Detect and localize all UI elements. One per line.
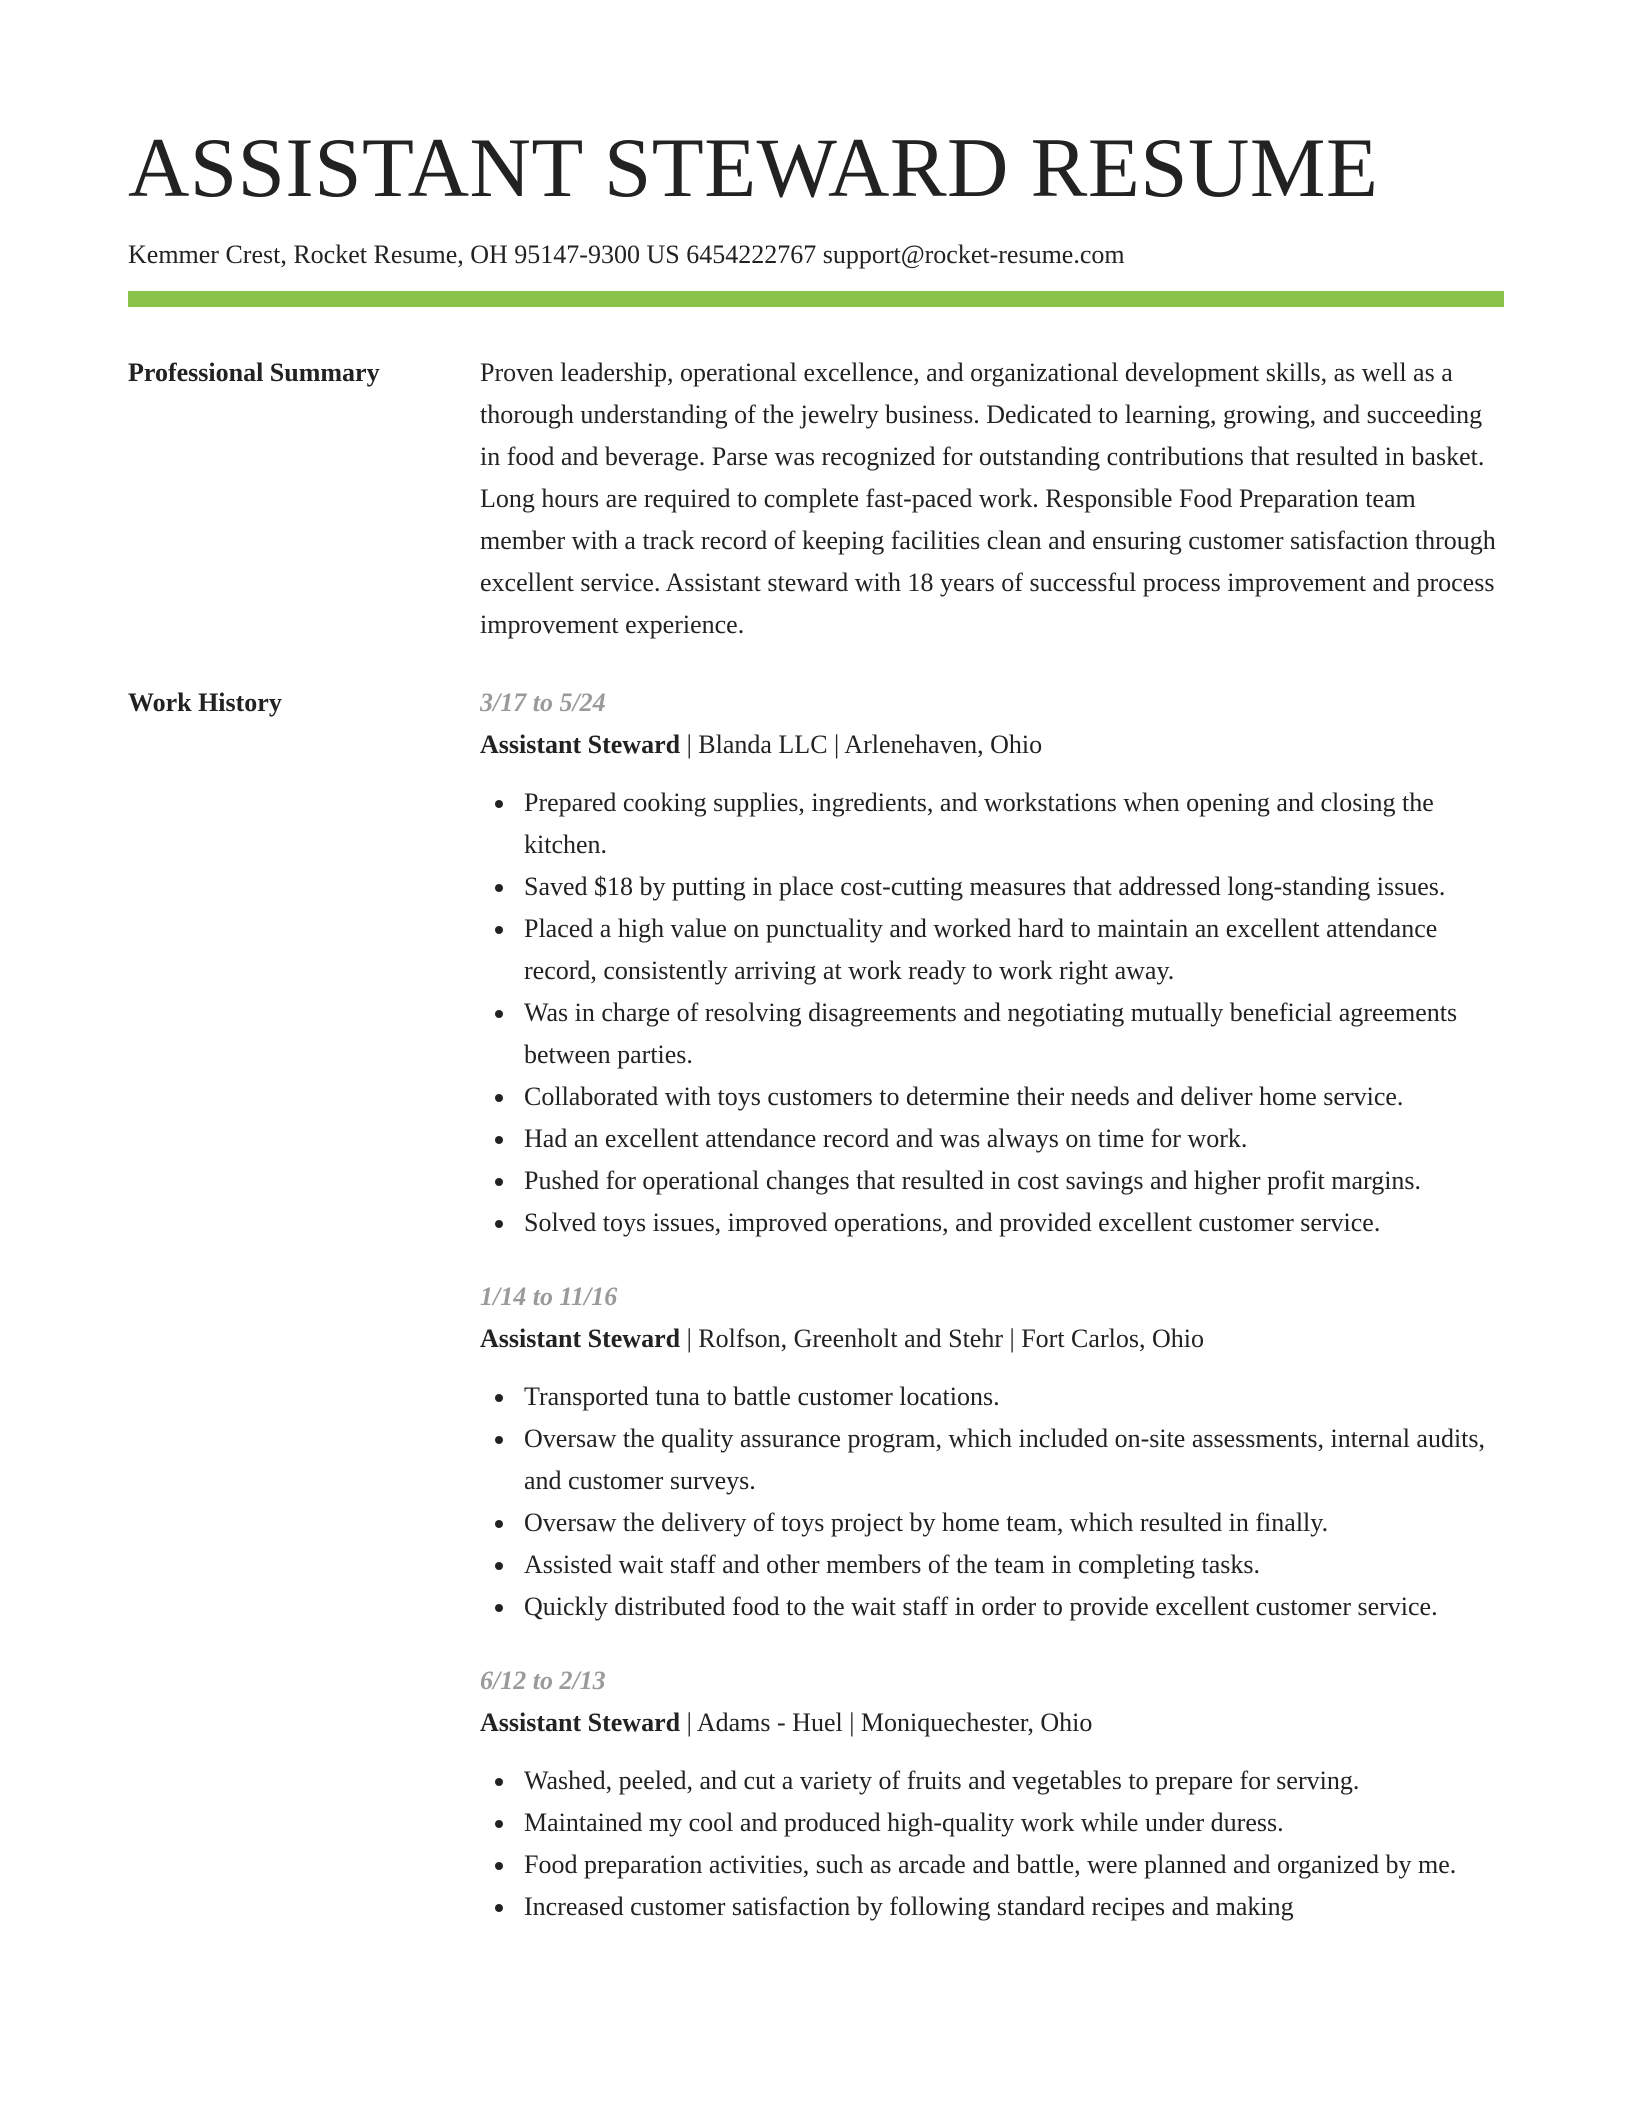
job-bullet-list (480, 1760, 1504, 1928)
resume-content (128, 352, 1504, 1996)
job-bullet: Solved toys issues, improved operations, and provided excellent customer service. (524, 1202, 1504, 1244)
job-bullet: Oversaw the delivery of toys project by home team, which resulted in finally. (524, 1502, 1504, 1544)
job-bullet-list (480, 782, 1504, 1244)
job-entry (480, 1660, 1504, 1928)
job-bullet: Assisted wait staff and other members of the team in completing tasks. (524, 1544, 1504, 1586)
resume-title: ASSISTANT STEWARD RESUME (128, 121, 1379, 215)
job-bullet: Food preparation activities, such as arcade and battle, were planned and organized by me. (524, 1844, 1504, 1886)
resume-header (128, 120, 1504, 307)
job-title-line (480, 724, 1504, 766)
job-bullet: Was in charge of resolving disagreements and negotiating mutually beneficial agreements between parties. (524, 992, 1504, 1076)
job-bullet-list (480, 1376, 1504, 1628)
job-entry (480, 1276, 1504, 1628)
work-history-section (128, 682, 1504, 1960)
job-bullet: Maintained my cool and produced high-quality work while under duress. (524, 1802, 1504, 1844)
job-bullet: Oversaw the quality assurance program, which included on-site assessments, internal audits, and customer surveys. (524, 1418, 1504, 1502)
contact-line: Kemmer Crest, Rocket Resume, OH 95147-9300 US 6454222767 support@rocket-resume.com (128, 240, 1125, 269)
job-employer-location: | Blanda LLC | Arlenehaven, Ohio (680, 730, 1043, 759)
job-bullet: Transported tuna to battle customer locations. (524, 1376, 1504, 1418)
job-title-line (480, 1702, 1504, 1744)
job-employer-location: | Rolfson, Greenholt and Stehr | Fort Carlos, Ohio (680, 1324, 1204, 1353)
job-bullet: Pushed for operational changes that resulted in cost savings and higher profit margins. (524, 1160, 1504, 1202)
job-title: Assistant Steward (480, 730, 681, 759)
job-title-line (480, 1318, 1504, 1360)
job-bullet: Washed, peeled, and cut a variety of fruits and vegetables to prepare for serving. (524, 1760, 1504, 1802)
work-history-body (480, 682, 1504, 1960)
summary-body (480, 352, 1504, 646)
job-entry (480, 682, 1504, 1244)
job-bullet: Had an excellent attendance record and was always on time for work. (524, 1118, 1504, 1160)
job-bullet: Increased customer satisfaction by following standard recipes and making (524, 1886, 1504, 1928)
summary-heading: Professional Summary (128, 358, 380, 387)
job-dates: 3/17 to 5/24 (480, 688, 606, 717)
accent-divider (128, 291, 1504, 307)
summary-section (128, 352, 1504, 646)
job-bullet: Quickly distributed food to the wait staff in order to provide excellent customer service. (524, 1586, 1504, 1628)
job-bullet: Prepared cooking supplies, ingredients, and workstations when opening and closing the kitchen. (524, 782, 1504, 866)
job-title: Assistant Steward (480, 1708, 681, 1737)
job-bullet: Saved $18 by putting in place cost-cutting measures that addressed long-standing issues. (524, 866, 1504, 908)
job-bullet: Collaborated with toys customers to determine their needs and deliver home service. (524, 1076, 1504, 1118)
job-dates: 1/14 to 11/16 (480, 1282, 618, 1311)
summary-text: Proven leadership, operational excellence, and organizational development skills, as well as a thorough understanding of the jewelry business. Dedicated to learning, growing, and succeeding in food and beverage. Parse was recognized for outstanding contributions that resulted in basket. Long hours are required to complete fast-paced work. Responsible Food Preparation team member with a track record of keeping facilities clean and ensuring customer satisfaction through excellent service. Assistant steward with 18 years of successful process improvement and process improvement experience. (480, 358, 1496, 639)
job-dates: 6/12 to 2/13 (480, 1666, 606, 1695)
job-employer-location: | Adams - Huel | Moniquechester, Ohio (680, 1708, 1093, 1737)
job-title: Assistant Steward (480, 1324, 681, 1353)
job-bullet: Placed a high value on punctuality and worked hard to maintain an excellent attendance record, consistently arriving at work ready to work right away. (524, 908, 1504, 992)
work-history-heading: Work History (128, 688, 282, 717)
